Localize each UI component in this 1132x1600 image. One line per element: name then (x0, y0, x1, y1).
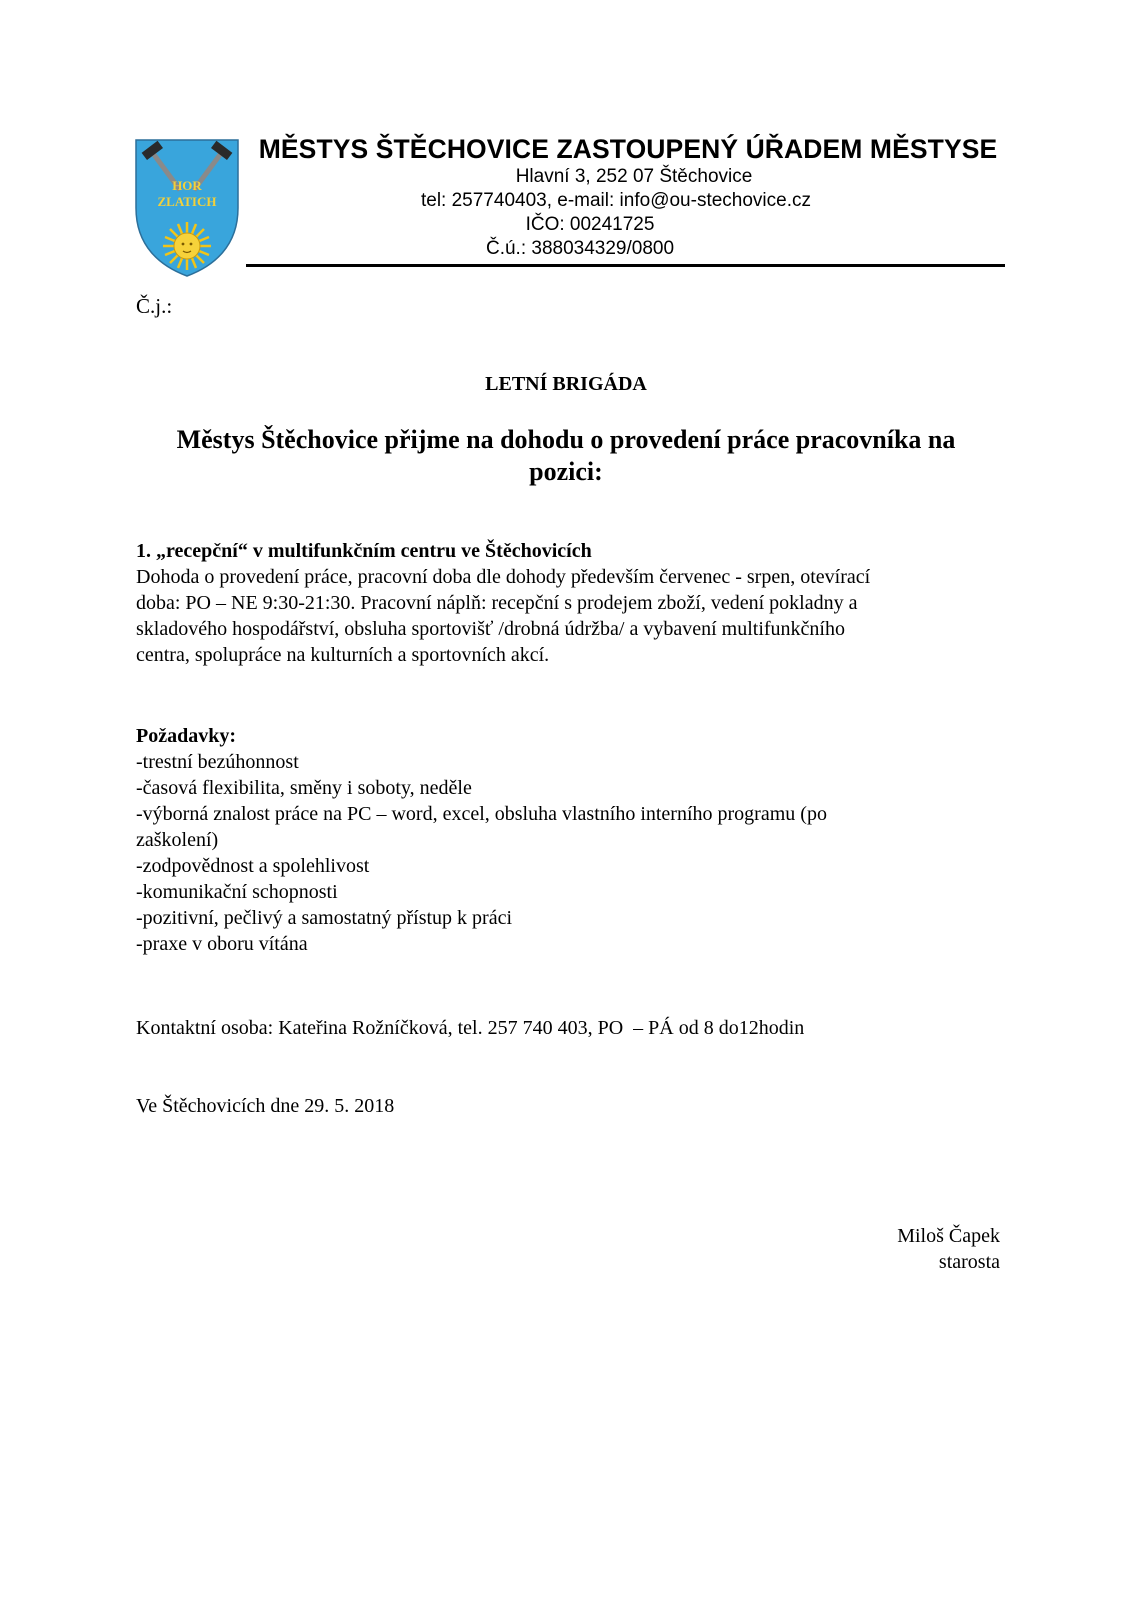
position-line: doba: PO – NE 9:30-21:30. Pracovní náplň: recepční s prodejem zboží, vedení pokladny a (136, 592, 858, 614)
requirement-item: -pozitivní, pečlivý a samostatný přístup k práci (136, 907, 513, 929)
contact-person: Kontaktní osoba: Kateřina Rožníčková, tel. 257 740 403, PO – PÁ od 8 do12hodin (136, 1017, 805, 1039)
requirement-item: -zodpovědnost a spolehlivost (136, 855, 370, 877)
municipal-crest-icon (132, 138, 242, 278)
place-and-date: Ve Štěchovicích dne 29. 5. 2018 (136, 1095, 395, 1117)
requirement-item: -trestní bezúhonnost (136, 751, 299, 773)
requirement-item: -komunikační schopnosti (136, 881, 338, 903)
document-subtitle: Městys Štěchovice přijme na dohodu o provedení práce pracovníka na pozici: (176, 425, 956, 486)
header-divider (246, 264, 1005, 267)
requirement-item: -praxe v oboru vítána (136, 933, 308, 955)
position-line: Dohoda o provedení práce, pracovní doba dle dohody především červenec - srpen, otevírací (136, 566, 871, 588)
position-heading: 1. „recepční“ v multifunkčním centru ve Štěchovicích (136, 540, 592, 562)
svg-text:ZLATICH: ZLATICH (157, 194, 217, 209)
organization-ico: IČO: 00241725 (525, 214, 655, 235)
document-title: LETNÍ BRIGÁDA (485, 373, 647, 395)
organization-contact: tel: 257740403, e-mail: info@ou-stechovice.cz (420, 190, 811, 211)
organization-address: Hlavní 3, 252 07 Štěchovice (515, 166, 753, 187)
position-section (136, 538, 996, 668)
signatory-role: starosta (938, 1251, 1000, 1273)
requirements-section (136, 723, 996, 957)
signature-block (897, 1223, 1000, 1275)
position-line: centra, spolupráce na kulturních a sportovních akcí. (136, 644, 550, 666)
organization-name: MĚSTYS ŠTĚCHOVICE ZASTOUPENÝ ÚŘADEM MĚSTYSE (258, 134, 998, 164)
svg-text:HOR: HOR (172, 178, 202, 193)
position-line: skladového hospodářství, obsluha sportovišť /drobná údržba/ a vybavení multifunkčního (136, 618, 845, 640)
requirement-item: -výborná znalost práce na PC – word, excel, obsluha vlastního interního programu (po (136, 803, 827, 825)
requirements-heading: Požadavky: (136, 725, 236, 747)
requirement-item: -časová flexibilita, směny i soboty, neděle (136, 777, 472, 799)
signatory-name: Miloš Čapek (897, 1225, 1000, 1247)
requirement-item: zaškolení) (136, 829, 219, 851)
reference-number-label: Č.j.: (136, 294, 173, 318)
organization-account: Č.ú.: 388034329/0800 (485, 238, 675, 259)
